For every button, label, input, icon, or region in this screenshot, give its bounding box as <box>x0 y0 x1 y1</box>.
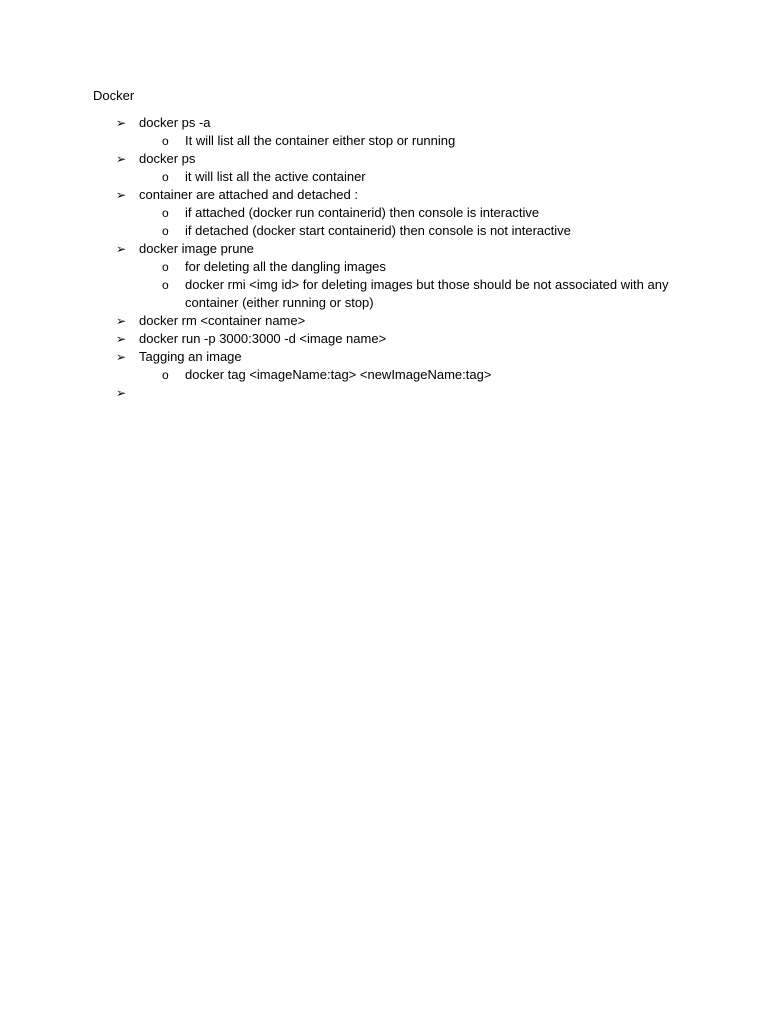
arrow-bullet-icon: ➢ <box>116 314 127 328</box>
arrow-bullet-icon: ➢ <box>116 152 127 166</box>
arrow-bullet-icon: ➢ <box>116 242 127 256</box>
sub-list-item <box>0 132 768 150</box>
bullet-list <box>0 114 768 402</box>
arrow-bullet-icon: ➢ <box>116 116 127 130</box>
list-item <box>0 186 768 204</box>
sub-list-item-text: docker tag <imageName:tag> <newImageName:tag> <box>185 367 492 382</box>
list-item-text: docker image prune <box>139 241 254 256</box>
sub-list-item-text: docker rmi <img id> for deleting images but those should be not associated with any container (either running or stop) <box>185 277 669 310</box>
arrow-bullet-icon: ➢ <box>116 332 127 346</box>
sub-list-item-text: it will list all the active container <box>185 169 366 184</box>
sub-list-item <box>0 276 768 312</box>
circle-bullet-icon: o <box>162 368 169 382</box>
sub-list-item <box>0 258 768 276</box>
document-title: Docker <box>93 88 135 103</box>
sub-list-item <box>0 204 768 222</box>
arrow-bullet-icon: ➢ <box>116 188 127 202</box>
circle-bullet-icon: o <box>162 260 169 274</box>
sub-list-item-text: It will list all the container either stop or running <box>185 133 456 148</box>
sub-list-item <box>0 168 768 186</box>
list-item-text: docker run -p 3000:3000 -d <image name> <box>139 331 387 346</box>
list-item-text: container are attached and detached : <box>139 187 358 202</box>
list-item-text: docker rm <container name> <box>139 313 306 328</box>
arrow-bullet-icon: ➢ <box>116 350 127 364</box>
sub-list-item-text: for deleting all the dangling images <box>185 259 386 274</box>
sub-list-item-text: if attached (docker run containerid) then console is interactive <box>185 205 540 220</box>
list-item <box>0 330 768 348</box>
list-item <box>0 114 768 132</box>
list-item <box>0 150 768 168</box>
sub-list-item <box>0 222 768 240</box>
circle-bullet-icon: o <box>162 134 169 148</box>
sub-list-item <box>0 366 768 384</box>
list-item <box>0 312 768 330</box>
circle-bullet-icon: o <box>162 278 169 292</box>
list-item <box>0 384 768 402</box>
list-item-text: docker ps -a <box>139 115 211 130</box>
circle-bullet-icon: o <box>162 206 169 220</box>
list-item <box>0 240 768 258</box>
list-item <box>0 348 768 366</box>
list-item-text: Tagging an image <box>139 349 242 364</box>
circle-bullet-icon: o <box>162 224 169 238</box>
list-item-text: docker ps <box>139 151 196 166</box>
circle-bullet-icon: o <box>162 170 169 184</box>
arrow-bullet-icon: ➢ <box>116 386 127 400</box>
sub-list-item-text: if detached (docker start containerid) then console is not interactive <box>185 223 571 238</box>
